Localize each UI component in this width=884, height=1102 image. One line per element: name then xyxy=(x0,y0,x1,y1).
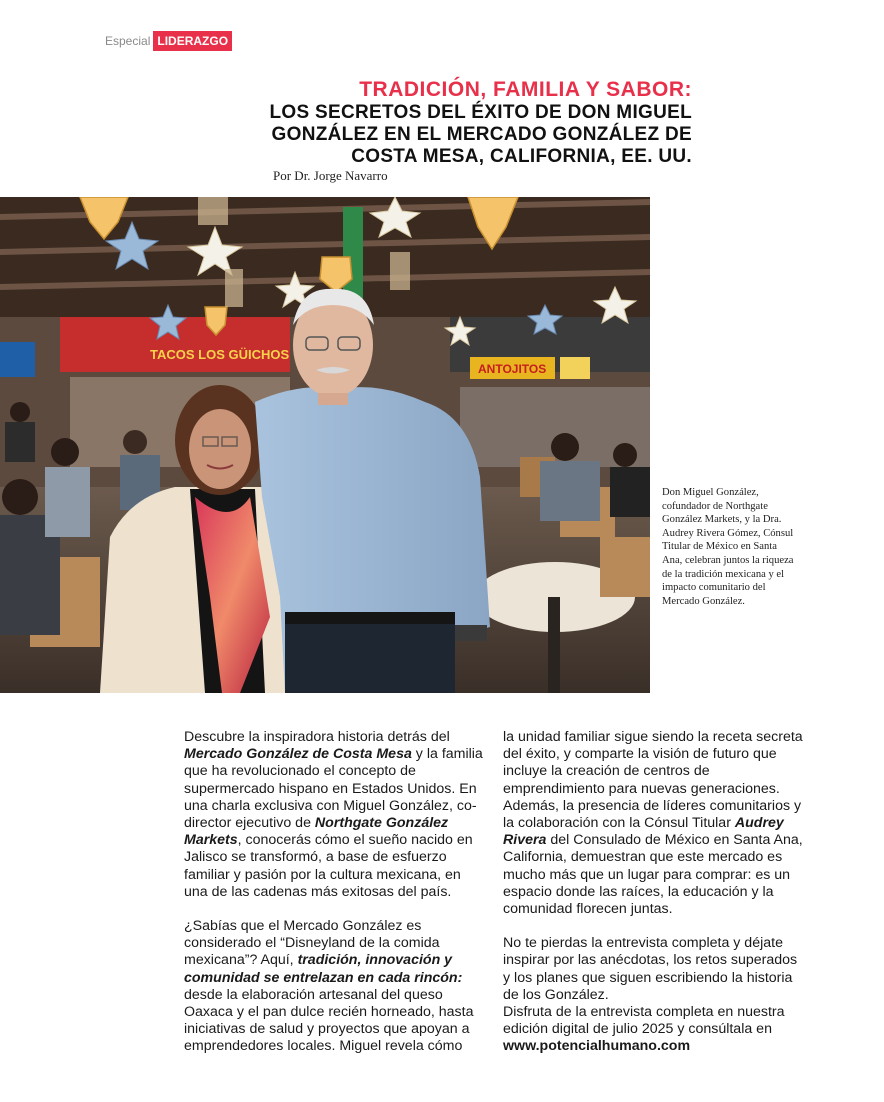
paragraph-familia xyxy=(503,729,808,918)
photo-caption: Don Miguel González, cofundador de Northgate González Markets, y la Dra. Audrey Rivera Gómez, Cónsul Titular de México en Santa Ana, celebran juntos la riqueza de la tradición mexicana y el impacto comunitario del Mercado González. xyxy=(662,487,794,607)
article-column-right xyxy=(503,729,808,1056)
headline-line-3: GONZÁLEZ EN EL MERCADO GONZÁLEZ DE xyxy=(271,124,692,145)
text-run: , conocerás cómo el sueño nacido en Jalisco se transformó, a base de esfuerzo familiar y pasión por la cultura mexicana, en una de las cadenas más exitosas del país. xyxy=(184,832,473,900)
article-column-left xyxy=(184,729,484,1073)
headline-line-2: LOS SECRETOS DEL ÉXITO DE DON MIGUEL xyxy=(269,102,692,123)
text-run: ¿Sabías que el Mercado González es considerado el “Disneyland de la comida mexicana”? Aquí, xyxy=(184,918,440,969)
sign-tacos: TACOS LOS GÜICHOS xyxy=(150,347,290,362)
byline: Por Dr. Jorge Navarro xyxy=(273,168,388,183)
text-run: la unidad familiar sigue siendo la receta secreta del éxito, y comparte la visión de futuro que incluye la creación de centros de emprendimiento para nuevas generaciones. Además, la presencia de líderes comunitarios y la colaboración con la Cónsul Titular xyxy=(503,729,803,832)
section-lead: Especial xyxy=(105,34,151,48)
article-photo xyxy=(0,197,650,693)
emphasis-audrey: Audrey Rivera xyxy=(503,815,784,849)
text-run: del Consulado de México en Santa Ana, California, demuestran que este mercado es mucho más que un lugar para comprar: es un espacio donde las raíces, la educación y la comunidad florecen juntas. xyxy=(503,832,803,918)
paragraph-digital xyxy=(503,1004,808,1056)
paragraph-disneyland xyxy=(184,918,484,1056)
text-run: desde la elaboración artesanal del queso Oaxaca y el pan dulce recién horneado, hasta iniciativas de salud y proyectos que apoyan a emprendedores locales. Miguel revela cómo xyxy=(184,986,474,1055)
headline-line-4: COSTA MESA, CALIFORNIA, EE. UU. xyxy=(351,146,692,167)
website-link[interactable]: www.potencialhumano.com xyxy=(503,1038,691,1055)
sign-antojitos: ANTOJITOS xyxy=(478,362,547,376)
text-run: Descubre la inspiradora historia detrás del xyxy=(184,729,450,745)
section-badge: LIDERAZGO xyxy=(153,31,232,51)
emphasis-tradicion: tradición, innovación y comunidad se entrelazan en cada rincón: xyxy=(184,952,463,986)
section-tag xyxy=(105,30,232,52)
text-run: y la familia que ha revolucionado el concepto de supermercado hispano en Estados Unidos. En una charla exclusiva con Miguel González, co-director ejecutivo de xyxy=(184,746,483,832)
paragraph-intro xyxy=(184,729,484,901)
text-run: Disfruta de la entrevista completa en nuestra edición digital de julio 2025 y consúltala en xyxy=(503,1004,785,1038)
headline-line-1: TRADICIÓN, FAMILIA Y SABOR: xyxy=(359,78,692,101)
article-headline xyxy=(132,78,692,168)
paragraph-entrevista: No te pierdas la entrevista completa y déjate inspirar por las anécdotas, los retos superados y los planes que siguen escribiendo la historia de los González. xyxy=(503,935,798,1003)
emphasis-northgate: Northgate González Markets xyxy=(184,815,449,849)
emphasis-mercado: Mercado González de Costa Mesa xyxy=(184,746,412,763)
